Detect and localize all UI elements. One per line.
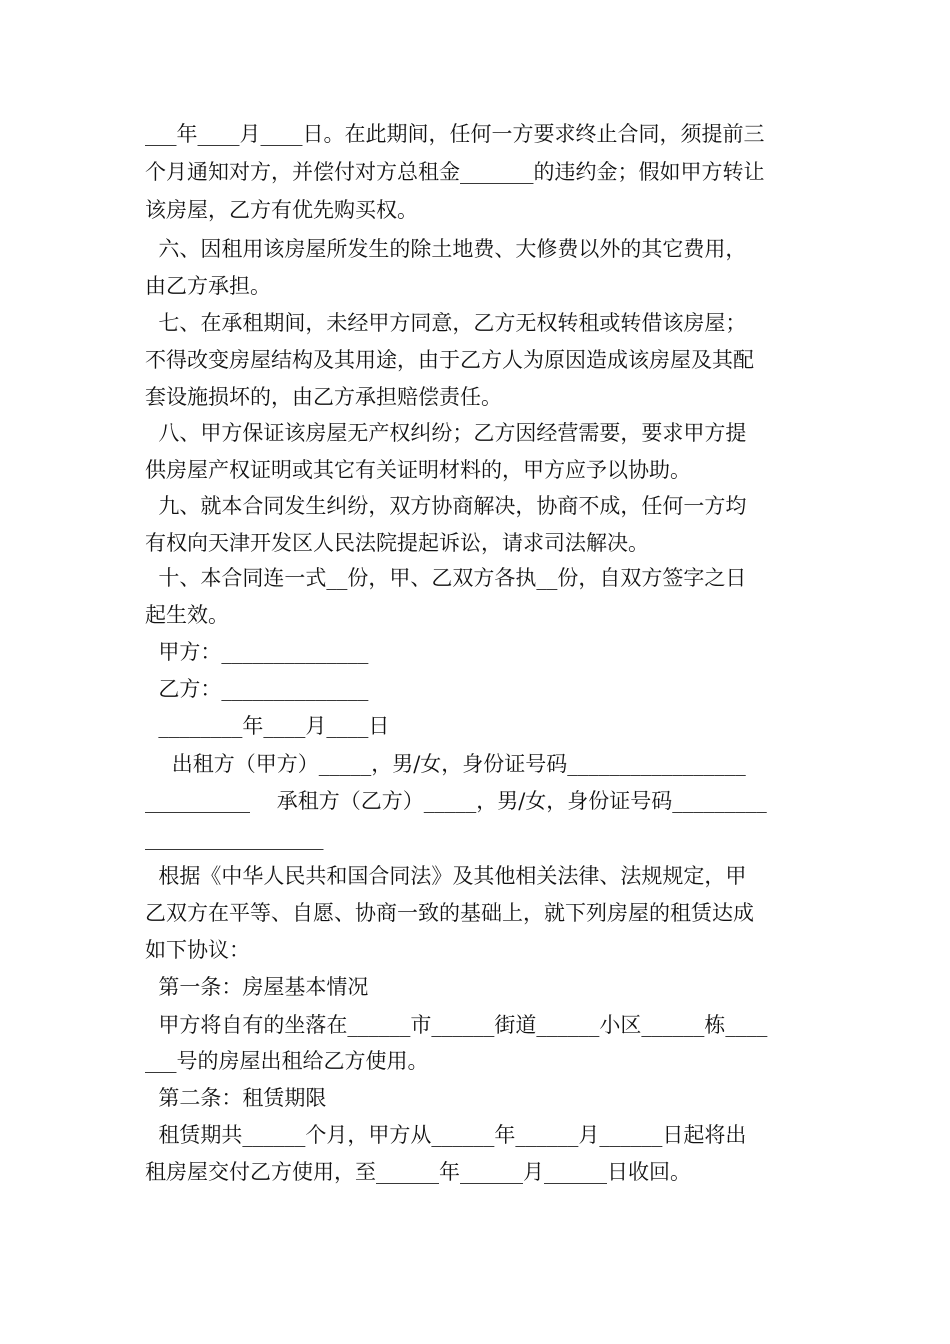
text-line: 套设施损坏的，由乙方承担赔偿责任。 [145,385,502,409]
signature-line-party-a: 甲方：______________ [145,640,369,664]
text-line: 甲方将自有的坐落在______市______街道______小区______栋____ [145,1013,768,1037]
text-line: 八、甲方保证该房屋无产权纠纷；乙方因经营需要，要求甲方提 [145,421,747,445]
text-line: 十、本合同连一式__份，甲、乙双方各执__份，自双方签字之日 [145,566,747,590]
text-line: 根据《中华人民共和国合同法》及其他相关法律、法规规定，甲 [145,864,747,888]
text-line: 供房屋产权证明或其它有关证明材料的，甲方应予以协助。 [145,458,691,482]
text-line: 乙双方在平等、自愿、协商一致的基础上，就下列房屋的租赁达成 [145,901,754,925]
text-line: 不得改变房屋结构及其用途，由于乙方人为原因造成该房屋及其配 [145,348,754,372]
text-line: 七、在承租期间，未经甲方同意，乙方无权转租或转借该房屋； [145,311,747,335]
text-line: 租赁期共______个月，甲方从______年______月______日起将出 [145,1123,747,1147]
section-heading: 第一条：房屋基本情况 [145,975,369,999]
text-line: 该房屋，乙方有优先购买权。 [145,198,418,222]
text-line: __________ 承租方（乙方）_____，男/女，身份证号码_________ [145,789,767,813]
signature-line-party-b: 乙方：______________ [145,677,369,701]
text-line: ___年____月____日。在此期间，任何一方要求终止合同，须提前三 [145,122,765,146]
text-line: 由乙方承担。 [145,274,271,298]
text-line: ___号的房屋出租给乙方使用。 [145,1049,429,1073]
text-line: 出租方（甲方）_____，男/女，身份证号码_________________ [145,752,746,776]
text-line: 如下协议： [145,938,250,962]
date-line: ________年____月____日 [145,714,390,738]
text-line: 租房屋交付乙方使用，至______年______月______日收回。 [145,1160,691,1184]
text-line: 起生效。 [145,603,229,627]
text-line: 个月通知对方，并偿付对方总租金_______的违约金；假如甲方转让 [145,160,765,184]
text-line: 有权向天津开发区人民法院提起诉讼，请求司法解决。 [145,531,649,555]
text-line: _________________ [145,826,324,850]
text-line: 六、因租用该房屋所发生的除土地费、大修费以外的其它费用， [145,237,747,261]
text-line: 九、就本合同发生纠纷，双方协商解决，协商不成，任何一方均 [145,494,747,518]
section-heading: 第二条：租赁期限 [145,1086,327,1110]
